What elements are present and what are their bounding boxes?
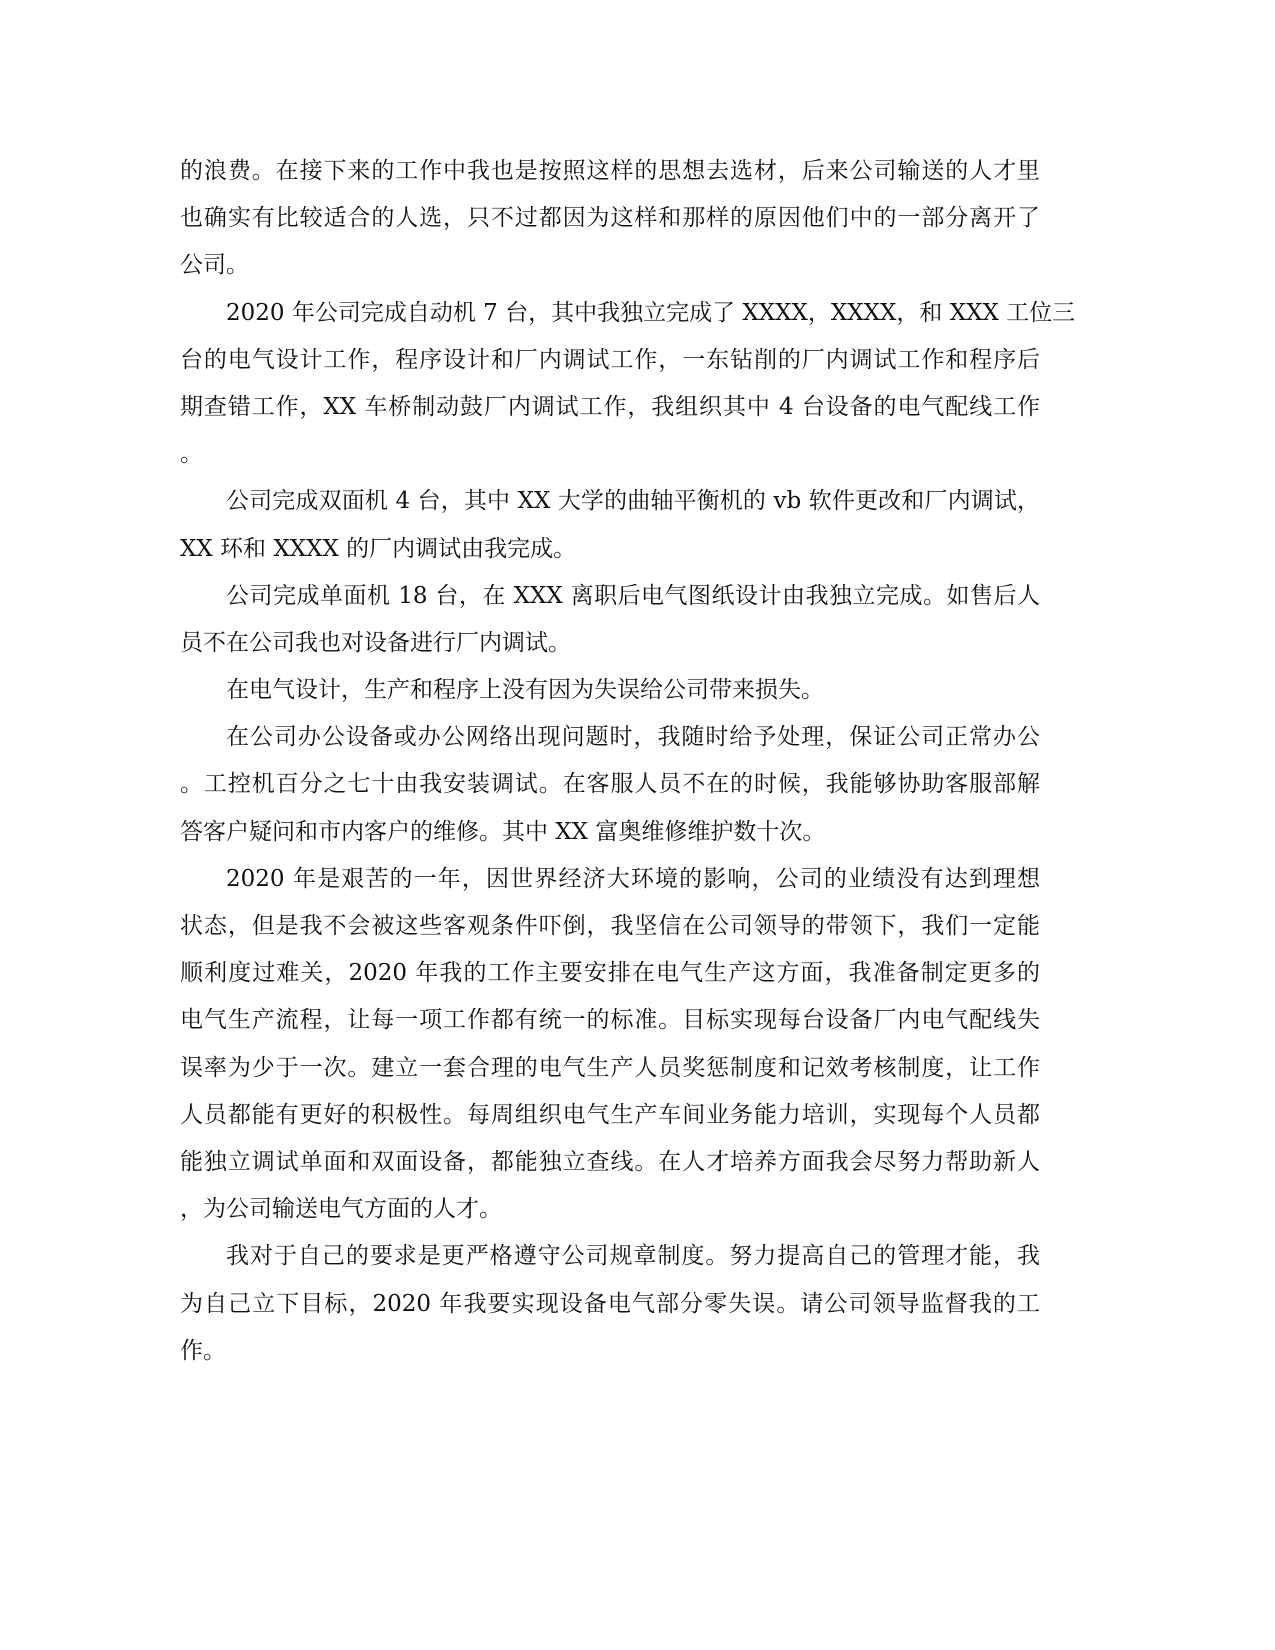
paragraph-line: 人员都能有更好的积极性。每周组织电气生产车间业务能力培训，实现每个人员都 xyxy=(180,1101,1040,1128)
paragraph-line: 作。 xyxy=(180,1337,226,1364)
paragraph-line: 公司完成单面机 18 台，在 XXX 离职后电气图纸设计由我独立完成。如售后人 xyxy=(226,582,1040,609)
paragraph-line: 我对于自己的要求是更严格遵守公司规章制度。努力提高自己的管理才能，我 xyxy=(226,1243,1040,1270)
paragraph xyxy=(180,478,1040,572)
paragraph-line: 2020 年公司完成自动机 7 台，其中我独立完成了 XXXX，XXXX，和 XXX 工位三 xyxy=(226,299,1076,326)
paragraph-line: 。工控机百分之七十由我安装调试。在客服人员不在的时候，我能够协助客服部解 xyxy=(180,771,1040,798)
paragraph xyxy=(180,714,1040,856)
paragraph-line: 答客户疑问和市内客户的维修。其中 XX 富奥维修维护数十次。 xyxy=(180,818,826,845)
paragraph-line: 期查错工作，XX 车桥制动鼓厂内调试工作，我组织其中 4 台设备的电气配线工作 xyxy=(180,393,1040,420)
paragraph xyxy=(180,856,1040,1234)
paragraph-line: 也确实有比较适合的人选，只不过都因为这样和那样的原因他们中的一部分离开了 xyxy=(180,205,1040,232)
paragraph-line: 在公司办公设备或办公网络出现问题时，我随时给予处理，保证公司正常办公 xyxy=(226,724,1040,751)
paragraph-line: 2020 年是艰苦的一年，因世界经济大环境的影响，公司的业绩没有达到理想 xyxy=(226,865,1040,892)
document-body xyxy=(180,148,1076,1375)
paragraph xyxy=(180,573,1040,667)
paragraph-line: 能独立调试单面和双面设备，都能独立查线。在人才培养方面我会尽努力帮助新人 xyxy=(180,1148,1040,1175)
paragraph-line: 在电气设计，生产和程序上没有因为失误给公司带来损失。 xyxy=(226,677,824,704)
paragraph-line: XX 环和 XXXX 的厂内调试由我完成。 xyxy=(180,535,577,562)
paragraph xyxy=(180,290,1076,479)
paragraph-line: 公司。 xyxy=(180,252,249,279)
paragraph-line: 员不在公司我也对设备进行厂内调试。 xyxy=(180,629,571,656)
paragraph-line: 台的电气设计工作，程序设计和厂内调试工作，一东钻削的厂内调试工作和程序后 xyxy=(180,346,1040,373)
paragraph-line: 为自己立下目标，2020 年我要实现设备电气部分零失误。请公司领导监督我的工 xyxy=(180,1290,1040,1317)
paragraph xyxy=(180,148,1040,290)
paragraph-line: 误率为少于一次。建立一套合理的电气生产人员奖惩制度和记效考核制度，让工作 xyxy=(180,1054,1040,1081)
paragraph xyxy=(180,667,1040,714)
paragraph-line: 的浪费。在接下来的工作中我也是按照这样的思想去选材，后来公司输送的人才里 xyxy=(180,158,1040,184)
paragraph-line: 。 xyxy=(180,441,203,468)
paragraph-line: 电气生产流程，让每一项工作都有统一的标准。目标实现每台设备厂内电气配线失 xyxy=(180,1007,1040,1034)
paragraph-line: 状态，但是我不会被这些客观条件吓倒，我坚信在公司领导的带领下，我们一定能 xyxy=(180,913,1040,939)
paragraph-line: 顺利度过难关，2020 年我的工作主要安排在电气生产这方面，我准备制定更多的 xyxy=(180,960,1040,987)
paragraph-line: ，为公司输送电气方面的人才。 xyxy=(180,1196,502,1223)
paragraph-line: 公司完成双面机 4 台，其中 XX 大学的曲轴平衡机的 vb 软件更改和厂内调试， xyxy=(226,488,1040,515)
paragraph xyxy=(180,1233,1040,1375)
